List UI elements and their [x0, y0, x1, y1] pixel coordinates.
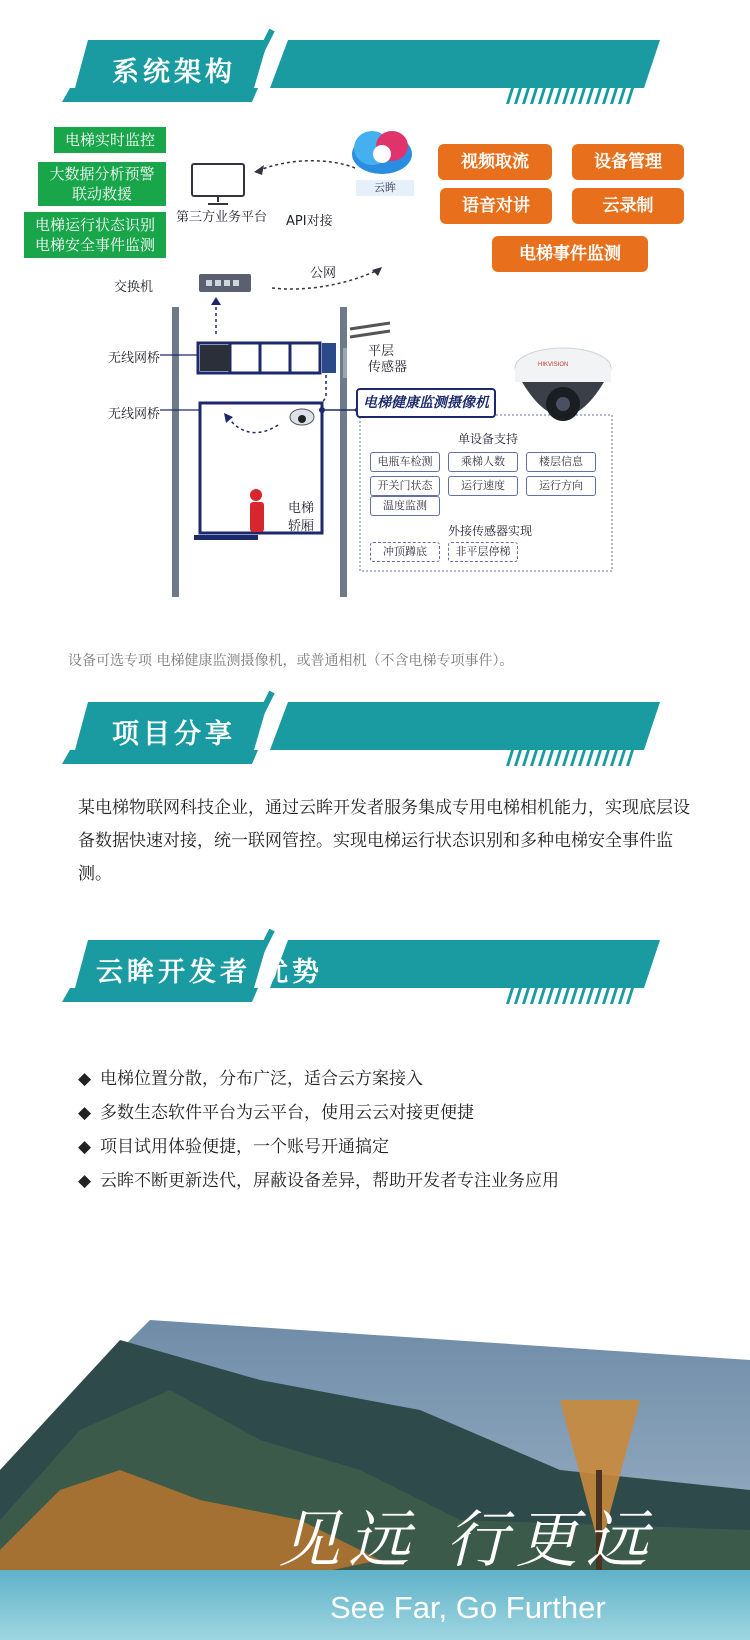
external-sensor-label: 外接传感器实现 — [448, 524, 533, 538]
stripe-pattern — [506, 750, 634, 766]
green-label-bigdata: 大数据分析预警 联动救援 — [38, 162, 166, 206]
wireless-bridge-label-2: 无线网桥 — [108, 407, 161, 422]
section-banner-architecture — [0, 28, 750, 108]
slogan-english: See Far, Go Further — [330, 1590, 606, 1625]
feature-ebike: 电瓶车检测 — [370, 452, 440, 472]
section-banner-share — [0, 690, 750, 770]
section-title: 项目分享 — [112, 719, 236, 750]
camera-title-box: 电梯健康监测摄像机 — [356, 388, 496, 418]
floor-sensor-label: 平层 传感器 — [368, 344, 408, 375]
diamond-bullet-icon: ◆ — [78, 1137, 92, 1157]
diamond-bullet-icon: ◆ — [78, 1103, 92, 1123]
single-device-label: 单设备支持 — [458, 432, 519, 446]
list-item — [78, 1096, 718, 1130]
device-manage-button: 设备管理 — [572, 144, 684, 180]
camera-brand-text: HIKVISION — [538, 362, 569, 368]
feature-passenger-count: 乘梯人数 — [448, 452, 518, 472]
video-stream-button: 视频取流 — [438, 144, 552, 180]
feature-speed: 运行速度 — [448, 476, 518, 496]
cloud-label: 云眸 — [356, 180, 414, 196]
green-label-monitor: 电梯实时监控 — [54, 127, 166, 153]
third-party-label: 第三方业务平台 — [176, 210, 268, 225]
api-label: API对接 — [286, 214, 333, 229]
slogan-chinese: 见远 行更远 — [278, 1503, 656, 1576]
monitor-icon — [188, 162, 248, 208]
elevator-car-label: 电梯 轿厢 — [288, 501, 315, 534]
list-item — [78, 1062, 718, 1096]
wireless-bridge-label-1: 无线网桥 — [108, 351, 161, 366]
elevator-event-button: 电梯事件监测 — [492, 236, 648, 272]
feature-floor-info: 楼层信息 — [526, 452, 596, 472]
cloud-record-button: 云录制 — [572, 188, 684, 224]
voice-talk-button: 语音对讲 — [440, 188, 552, 224]
section-title — [96, 950, 323, 989]
stripe-pattern — [506, 88, 634, 104]
dome-camera-icon — [508, 340, 618, 440]
device-note: 设备可选专项 电梯健康监测摄像机，或普通相机（不含电梯专项事件）。 — [68, 653, 514, 669]
diamond-bullet-icon: ◆ — [78, 1069, 92, 1089]
list-item — [78, 1130, 718, 1164]
section-title-part1: 云眸开发者 — [96, 957, 251, 988]
switch-label: 交换机 — [114, 280, 154, 295]
advantage-list — [78, 1062, 718, 1198]
feature-non-level-stop: 非平层停梯 — [448, 542, 518, 562]
stripe-pattern — [506, 988, 634, 1004]
section-title: 系统架构 — [112, 57, 236, 88]
list-item-text: 项目试用体验便捷，一个账号开通搞定 — [100, 1137, 389, 1157]
list-item-text: 电梯位置分散，分布广泛，适合云方案接入 — [100, 1069, 423, 1089]
public-net-label: 公网 — [310, 266, 337, 281]
feature-door-state: 开关门状态 — [370, 476, 440, 496]
share-paragraph: 某电梯物联网科技企业，通过云眸开发者服务集成专用电梯相机能力，实现底层设备数据快速对接，统一联网管控。实现电梯运行状态识别和多种电梯安全事件监测。 — [78, 798, 690, 884]
list-item-text: 多数生态软件平台为云平台，使用云云对接更便捷 — [100, 1103, 474, 1123]
switch-icon — [198, 272, 252, 294]
list-item — [78, 1164, 718, 1198]
section-title-part2: 优势 — [261, 957, 323, 988]
green-label-state: 电梯运行状态识别 电梯安全事件监测 — [24, 212, 166, 258]
diamond-bullet-icon: ◆ — [78, 1171, 92, 1191]
list-item-text: 云眸不断更新迭代，屏蔽设备差异，帮助开发者专注业务应用 — [100, 1171, 559, 1191]
feature-top-bottom: 冲顶蹲底 — [370, 542, 440, 562]
feature-temperature: 温度监测 — [370, 496, 440, 516]
section-banner-advantage — [0, 928, 750, 1008]
feature-direction: 运行方向 — [526, 476, 596, 496]
